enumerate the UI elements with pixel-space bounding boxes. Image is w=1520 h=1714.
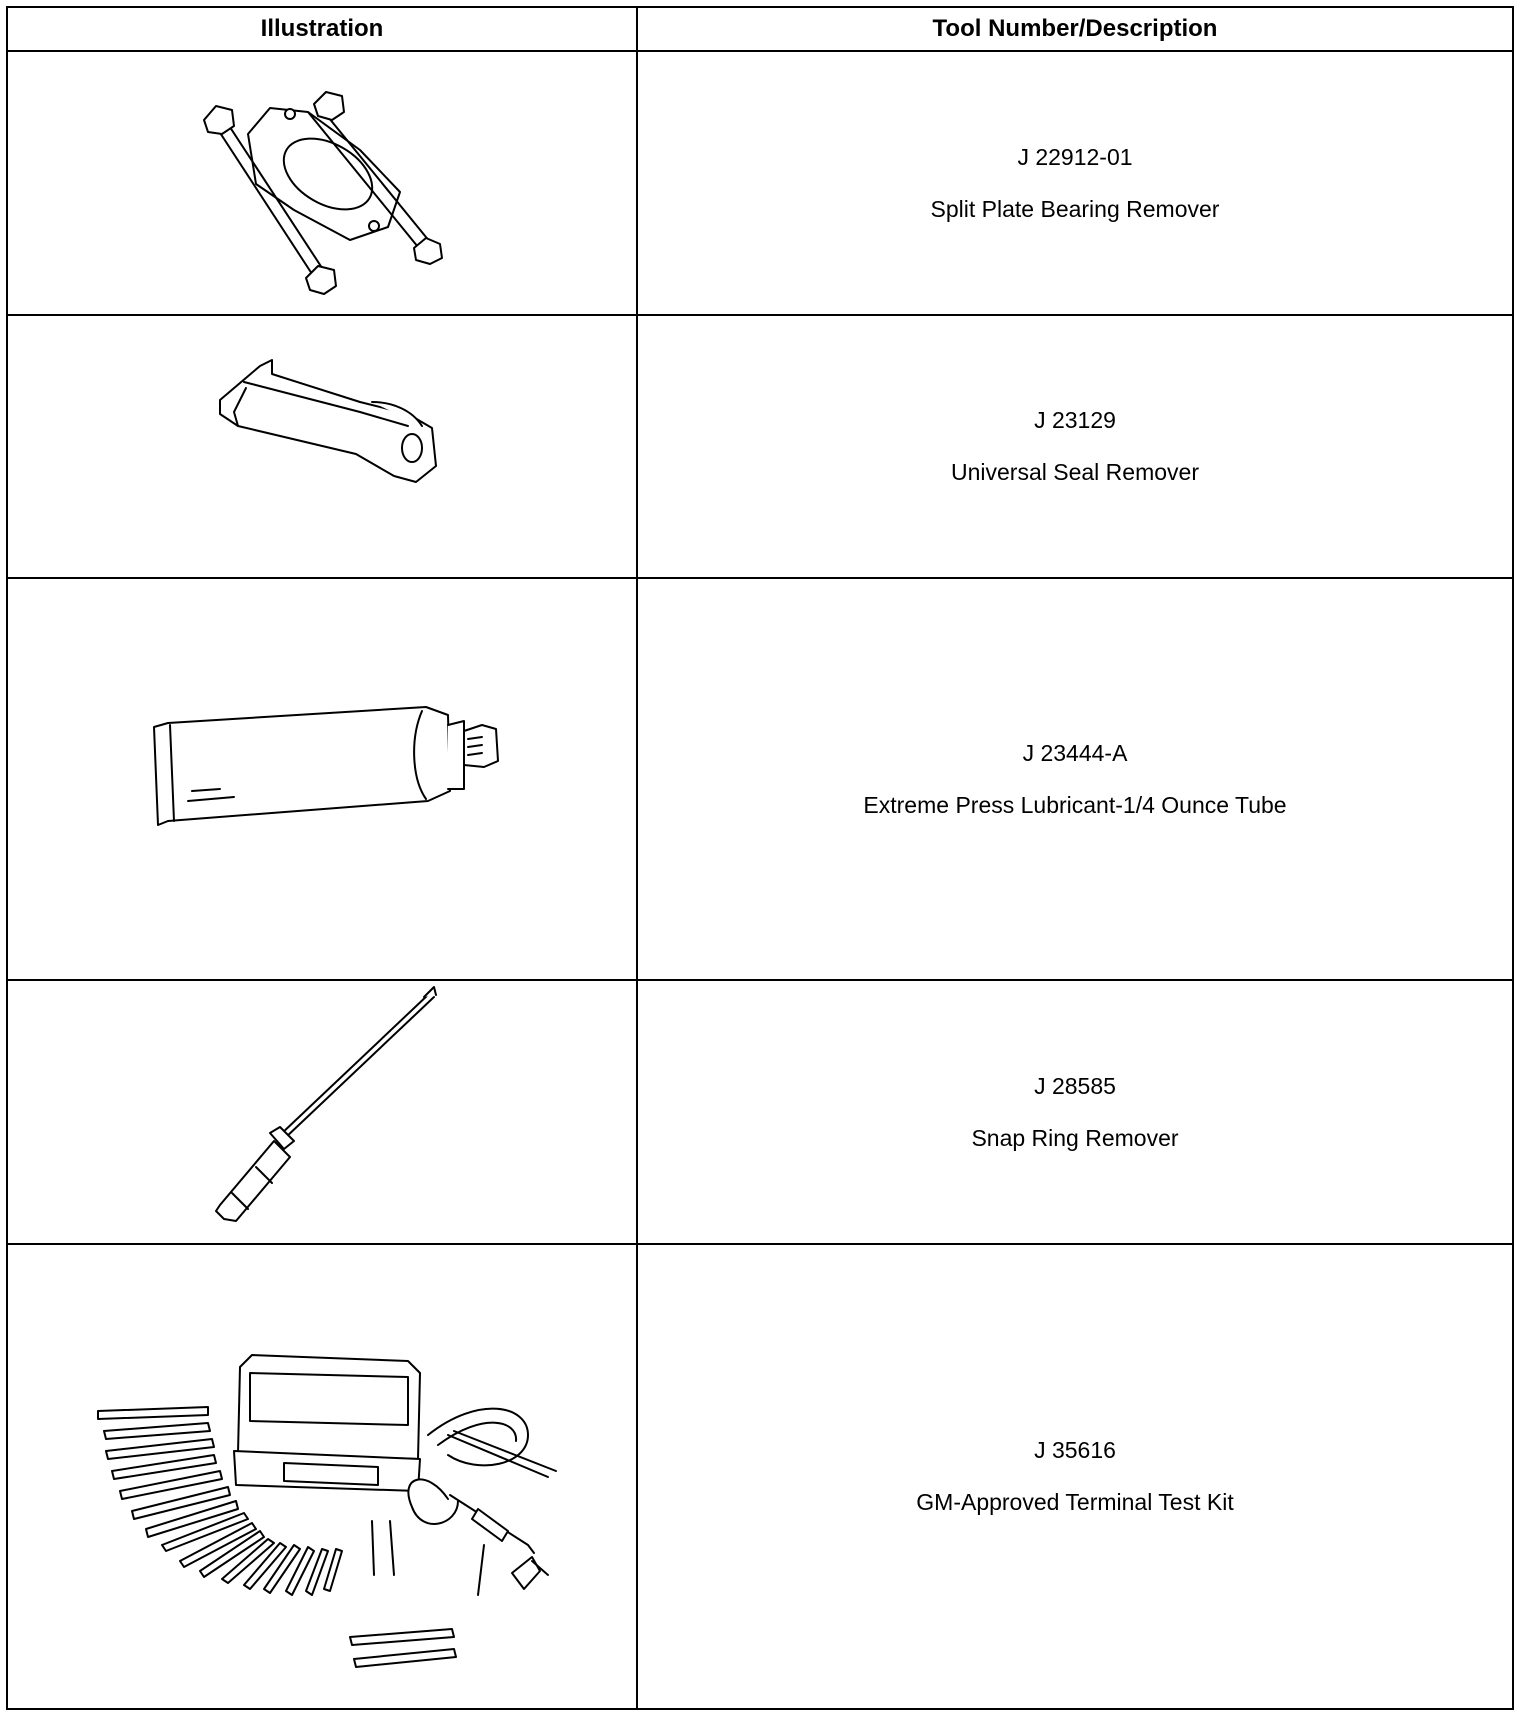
tool-description: GM-Approved Terminal Test Kit (916, 1489, 1234, 1515)
illustration-cell (8, 316, 638, 577)
tool-number: J 23444-A (1022, 739, 1128, 766)
tool-cell (638, 1245, 1512, 1708)
tool-description: Split Plate Bearing Remover (930, 195, 1220, 222)
tool-cell (638, 52, 1512, 314)
illustration-cell (8, 981, 638, 1243)
header-row (8, 8, 1512, 52)
table-row (8, 981, 1512, 1245)
illustration-cell (8, 1245, 638, 1708)
illustration-cell (8, 52, 638, 314)
terminal-test-kit-icon (8, 1245, 636, 1708)
tool-cell (638, 579, 1512, 979)
tool-description: Universal Seal Remover (951, 459, 1199, 485)
table-row (8, 579, 1512, 981)
tool-description: Extreme Press Lubricant-1/4 Ounce Tube (863, 791, 1287, 818)
tool-header: Tool Number/Description (932, 15, 1218, 42)
tool-number: J 28585 (1034, 1072, 1116, 1099)
tool-number: J 22912-01 (1017, 143, 1133, 170)
table-row (8, 52, 1512, 316)
illustration-header-cell (8, 8, 638, 50)
tool-description: Snap Ring Remover (971, 1124, 1179, 1151)
snap-ring-remover-icon (8, 981, 636, 1243)
split-plate-bearing-remover-icon (8, 52, 636, 314)
tool-number: J 23129 (1034, 407, 1116, 433)
tool-cell (638, 981, 1512, 1243)
illustration-header: Illustration (260, 15, 384, 42)
illustration-cell (8, 579, 638, 979)
table-row (8, 316, 1512, 579)
universal-seal-remover-icon (8, 316, 636, 577)
tool-cell (638, 316, 1512, 577)
tool-number: J 35616 (1034, 1437, 1116, 1463)
tool-table (6, 6, 1514, 1710)
lubricant-tube-icon (8, 579, 636, 979)
table-row (8, 1245, 1512, 1708)
tool-header-cell (638, 8, 1512, 50)
